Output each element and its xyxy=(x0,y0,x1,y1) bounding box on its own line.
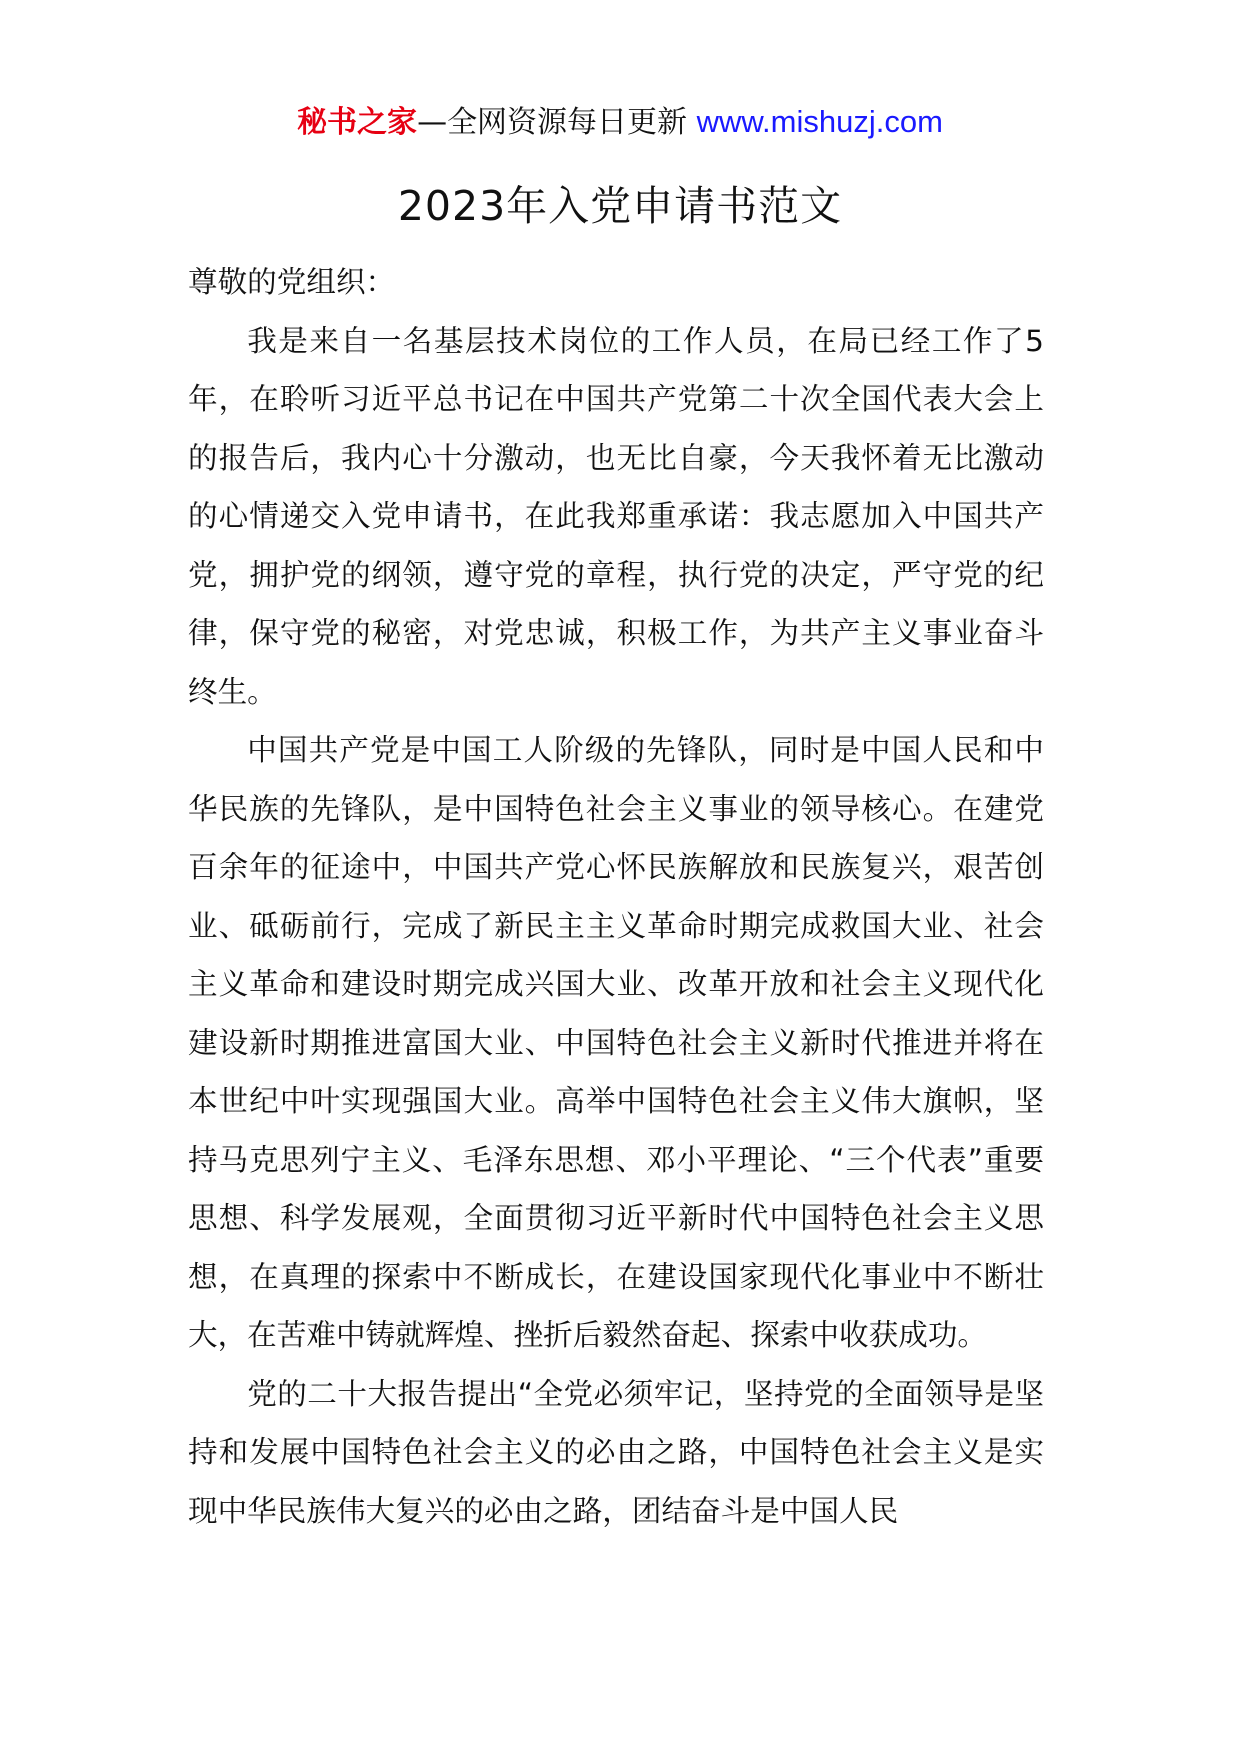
site-tagline: —全网资源每日更新 xyxy=(417,105,688,140)
site-url-link[interactable]: www.mishuzj.com xyxy=(696,104,943,139)
paragraph: 中国共产党是中国工人阶级的先锋队，同时是中国人民和中华民族的先锋队，是中国特色社会主义事业的领导核心。在建党百余年的征途中，中国共产党心怀民族解放和民族复兴，艰苦创业、砥砺前行，完成了新民主主义革命时期完成救国大业、社会主义革命和建设时期完成兴国大业、改革开放和社会主义现代化建设新时期推进富国大业、中国特色社会主义新时代推进并将在本世纪中叶实现强国大业。高举中国特色社会主义伟大旗帜，坚持马克思列宁主义、毛泽东思想、邓小平理论、“三个代表”重要思想、科学发展观，全面贯彻习近平新时代中国特色社会主义思想，在真理的探索中不断成长，在建设国家现代化事业中不断壮大，在苦难中铸就辉煌、挫折后毅然奋起、探索中收获成功。 xyxy=(188,733,1044,1352)
document-body xyxy=(188,253,1044,1540)
site-header xyxy=(0,100,1240,145)
paragraph: 我是来自一名基层技术岗位的工作人员，在局已经工作了5年，在聆听习近平总书记在中国共产党第二十次全国代表大会上的报告后，我内心十分激动，也无比自豪，今天我怀着无比激动的心情递交入党申请书，在此我郑重承诺：我志愿加入中国共产党，拥护党的纲领，遵守党的章程，执行党的决定，严守党的纪律，保守党的秘密，对党忠诚，积极工作，为共产主义事业奋斗终生。 xyxy=(188,323,1044,709)
document-title: 2023年入党申请书范文 xyxy=(397,182,843,230)
site-brand: 秘书之家 xyxy=(297,105,418,140)
salutation: 尊敬的党组织： xyxy=(188,265,396,299)
paragraph: 党的二十大报告提出“全党必须牢记，坚持党的全面领导是坚持和发展中国特色社会主义的必由之路，中国特色社会主义是实现中华民族伟大复兴的必由之路，团结奋斗是中国人民 xyxy=(188,1376,1044,1528)
